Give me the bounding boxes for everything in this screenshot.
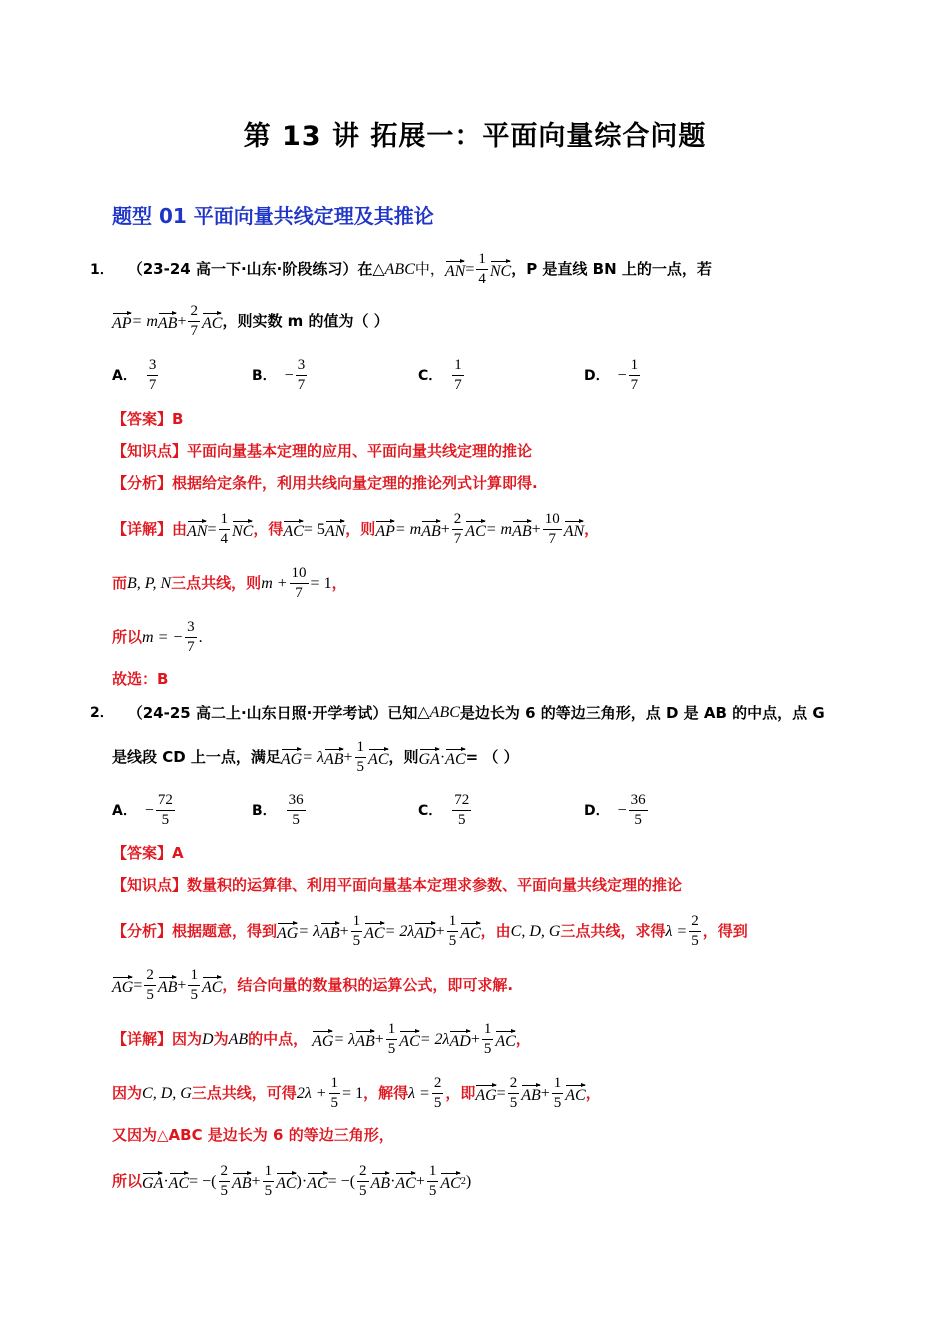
- q1-stem-line1: [90, 250, 712, 289]
- q2-answer: 【答案】A: [112, 844, 184, 862]
- q2-stem-line2: 是线段 CD 上一点，满足 AG = λ AB + $\frac{1}{5}$ AC ，则 GA · AC = （ ）: [112, 739, 519, 775]
- q1-detail-line3: 所以 m = − $\frac{3}{7}$ .: [112, 619, 203, 655]
- q2-option-d[interactable]: D． − $\frac{36}{5}$: [584, 792, 646, 828]
- q2-option-b[interactable]: B． $\frac{36}{5}$: [252, 792, 304, 828]
- vector-ab: AB: [158, 311, 178, 332]
- page-title: 第 13 讲 拓展一：平面向量综合问题: [243, 121, 707, 152]
- q1-option-d[interactable]: D． − $\frac{1}{7}$: [584, 357, 639, 393]
- vector-ac: AC: [202, 311, 222, 332]
- q2-knowledge: 【知识点】数量积的运算律、利用平面向量基本定理求参数、平面向量共线定理的推论: [112, 876, 683, 894]
- q1-stem-line2: [112, 302, 389, 341]
- plus-sign: +: [177, 312, 187, 330]
- q1-option-a[interactable]: A． $\frac{3}{7}$: [112, 357, 157, 393]
- q2-stem-line1: 2． （24-25 高二上·山东日照·开学考试）已知 △ABC 是边长为 6 的等边三角形，点 D 是 AB 的中点，点 G: [90, 703, 825, 722]
- q1-text-after: ，P 是直线 BN 上的一点，若: [511, 260, 712, 278]
- q2-detail-line1: 【详解】因为 D 为 AB 的中点， AG = λ AB + $\frac{1}{5}$ AC = 2λ AD + $\frac{1}{5}$ AC ，: [112, 1021, 531, 1057]
- vector-an: AN: [445, 259, 465, 280]
- equals-sign: =: [465, 260, 475, 278]
- q1-final: 故选：B: [112, 670, 169, 688]
- q1-number: 1．: [90, 261, 114, 278]
- q1-detail-line1: 【详解】由 AN = $\frac{1}{4}$ NC ，得 AC = 5 AN ，则 AP = m AB + $\frac{2}{7}$ AC = m AB + $\frac{10}{7}$ AN ，: [112, 511, 600, 547]
- q1-knowledge: 【知识点】平面向量基本定理的应用、平面向量共线定理的推论: [112, 442, 533, 460]
- q1-option-b[interactable]: B． − $\frac{3}{7}$: [252, 357, 306, 393]
- section-heading: 题型 01 平面向量共线定理及其推论: [112, 204, 434, 228]
- fraction-2-7: $\frac{2}{7}$: [190, 303, 198, 339]
- q2-source: （24-25 高二上·山东日照·开学考试）已知: [127, 703, 418, 722]
- q1-analysis: 【分析】根据给定条件，利用共线向量定理的推论列式计算即得.: [112, 474, 538, 492]
- q2-option-c[interactable]: C． $\frac{72}{5}$: [418, 792, 470, 828]
- q2-number: 2．: [90, 705, 114, 721]
- q2-analysis-line1: 【分析】根据题意，得到 AG = λ AB + $\frac{1}{5}$ AC = 2λ AD + $\frac{1}{5}$ AC ，由 C, D, G 三点共线，求得 λ = $\frac{2}{5}$ ，得到: [112, 913, 748, 949]
- q2-analysis-line2: AG = $\frac{2}{5}$ AB + $\frac{1}{5}$ AC ，结合向量的数量积的运算公式，即可求解.: [112, 967, 514, 1003]
- q1-detail-line2: 而 B, P, N 三点共线，则 m + $\frac{10}{7}$ = 1 ，: [112, 565, 347, 601]
- q1-text: 中，: [414, 260, 445, 278]
- q1-answer: 【答案】B: [112, 410, 184, 428]
- vector-nc: NC: [490, 259, 511, 280]
- q1-question: ，则实数 m 的值为（ ）: [222, 312, 389, 330]
- q2-detail-line3: 又因为△ABC 是边长为 6 的等边三角形，: [112, 1126, 394, 1144]
- fraction-1-4: $\frac{1}{4}$: [478, 251, 486, 287]
- q1-source: （23-24 高一下·山东·阶段练习）在: [127, 260, 373, 278]
- q1-option-c[interactable]: C． $\frac{1}{7}$: [418, 357, 462, 393]
- q2-detail-line4: 所以 GA · AC = −( $\frac{2}{5}$ AB + $\frac{1}{5}$ AC ) · AC = −( $\frac{2}{5}$ AB · AC + $\frac{1}{5}$ AC 2 ): [112, 1163, 472, 1199]
- q2-option-a[interactable]: A． − $\frac{72}{5}$: [112, 792, 173, 828]
- vector-ap: AP: [112, 311, 132, 332]
- q1-triangle: △ABC: [372, 260, 415, 278]
- q2-detail-line2: 因为 C, D, G 三点共线，可得 2λ + $\frac{1}{5}$ = 1 ，解得 λ = $\frac{2}{5}$ ，即 AG = $\frac{2}{5}$ AB + $\frac{1}{5}$ AC ，: [112, 1075, 601, 1111]
- q1-m: = m: [131, 312, 158, 330]
